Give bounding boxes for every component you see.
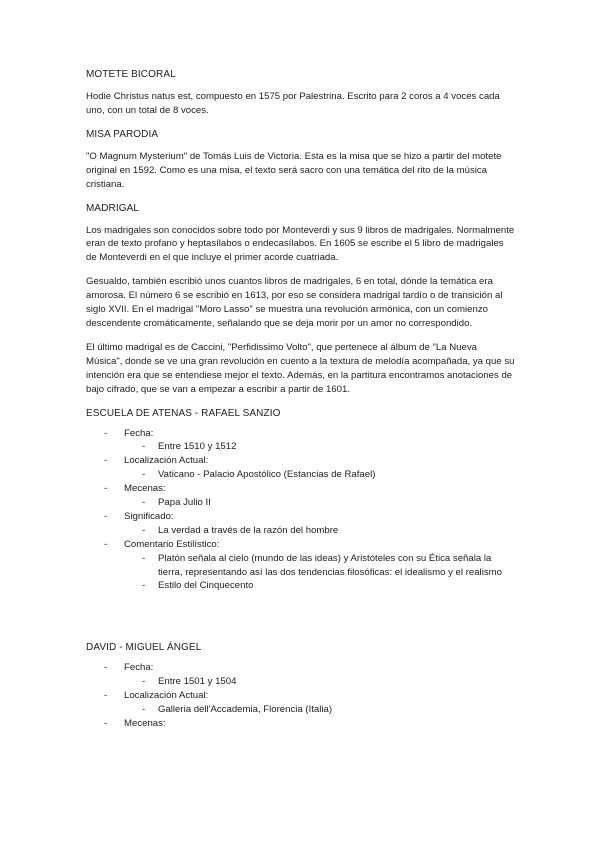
list-item: - Comentario Estilístico: [104, 538, 220, 550]
list-item: - Fecha: [104, 427, 154, 439]
bullet-dash: - [142, 497, 146, 509]
spacer [86, 593, 516, 641]
bullet-dash: - [142, 524, 146, 536]
list-item: - Localización Actual: [104, 690, 209, 702]
list-item: - Vaticano - Palacio Apostólico (Estancias de Rafael) [142, 469, 376, 481]
list-item: - Galleria dell'Accademia, Florencia (Italia) [142, 704, 333, 716]
bullet-dash: - [104, 510, 108, 522]
document-page [86, 68, 516, 731]
bullet-dash: - [104, 483, 108, 495]
bullet-dash: - [142, 676, 146, 688]
list-david [86, 661, 516, 731]
list-item: - Platón señala al cielo (mundo de las ideas) y Aristóteles con su Ética señala la tierra, representando así las dos tendencias filosóficas: el idealismo y el realismo [142, 552, 502, 578]
list-item: - La verdad a través de la razón del hombre [142, 524, 339, 536]
list-item: - Localización Actual: [104, 455, 209, 467]
heading-escuela: ESCUELA DE ATENAS - RAFAEL SANZIO [86, 407, 281, 419]
bullet-dash: - [142, 552, 146, 564]
bullet-dash: - [104, 427, 108, 439]
list-item: - Fecha: [104, 662, 154, 674]
bullet-dash: - [104, 690, 108, 702]
paragraph-misa: "O Magnum Mysterium" de Tomás Luis de Victoria. Esta es la misa que se hizo a partir del motete original en 1592. Como es una misa, el texto será sacro con una temática del rito de la música cristiana. [86, 150, 502, 190]
paragraph-madrigal-1: Los madrigales son conocidos sobre todo por Monteverdi y sus 9 libros de madrigales. Normalmente eran de texto profano y heptasílabos o endecasílabos. En 1605 se escribe el 5 libro de madrigales de Monteverdi en el que incluye el primer acorde cuatriada. [86, 224, 515, 264]
list-item: - Mecenas: [104, 483, 166, 495]
bullet-dash: - [104, 455, 108, 467]
bullet-dash: - [104, 538, 108, 550]
heading-misa: MISA PARODIA [86, 128, 159, 140]
list-item: - Entre 1510 y 1512 [142, 441, 237, 453]
bullet-dash: - [142, 580, 146, 592]
bullet-dash: - [142, 441, 146, 453]
list-item: - Significado: [104, 510, 174, 522]
bullet-dash: - [142, 704, 146, 716]
heading-madrigal: MADRIGAL [86, 202, 140, 214]
paragraph-madrigal-3: El último madrigal es de Caccini, "Perfidissimo Volto", que pertenece al álbum de "La Nueva Música", donde se ve una gran revolución en cuento a la textura de melodía acompañada, ya que su intención era que se entendiese mejor el texto. Además, en la partitura encontramos anotaciones de bajo cifrado, que se van a empezar a escribir a partir de 1601. [86, 341, 515, 395]
bullet-dash: - [104, 662, 108, 674]
list-item: - Papa Julio II [142, 497, 211, 509]
bullet-dash: - [104, 718, 108, 729]
paragraph-madrigal-2: Gesualdo, también escribió unos cuantos libros de madrigales, 6 en total, dónde la temática era amorosa. El número 6 se escribió en 1613, por eso se considera madrigal tardío o de transición al siglo XVII. En el madrigal "Moro Lasso" se muestra una revolución armónica, con un comienzo descendente cromáticamente, señalando que se deja morir por un amor no correspondido. [86, 276, 503, 329]
heading-motete: MOTETE BICORAL [86, 69, 176, 80]
paragraph-motete: Hodie Christus natus est, compuesto en 1575 por Palestrina. Escrito para 2 coros a 4 voces cada uno, con un total de 8 voces. [86, 91, 500, 116]
list-item: - Entre 1501 y 1504 [142, 676, 237, 688]
bullet-dash: - [142, 469, 146, 481]
list-escuela [86, 427, 516, 594]
heading-david: DAVID - MIGUEL ÁNGEL [86, 642, 202, 654]
list-item: - Mecenas: [104, 718, 166, 729]
list-item: - Estilo del Cinquecento [142, 580, 254, 592]
